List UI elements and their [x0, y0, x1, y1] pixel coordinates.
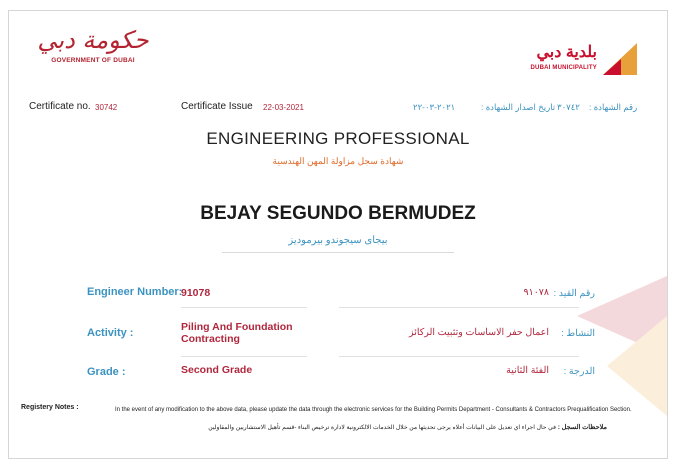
grade-row	[9, 364, 667, 388]
certificate-subtitle-arabic: شهادة سجل مزاولة المهن الهندسية	[272, 156, 404, 166]
dubai-municipality-logo	[503, 37, 643, 81]
grade-ar-value: الفئة الثانية	[506, 365, 549, 376]
activity-value: Piling And Foundation Contracting	[181, 321, 293, 345]
row-divider	[181, 307, 307, 308]
activity-ar-value: اعمال حفر الاساسات وتثبيت الركائز	[408, 327, 549, 338]
certificate-card	[8, 10, 668, 459]
engineer-number-ar-value: ٩١٠٧٨	[523, 287, 549, 298]
row-divider	[339, 307, 579, 308]
certificate-issue-label: Certificate Issue	[181, 101, 253, 112]
engineer-number-value: 91078	[181, 287, 211, 299]
name-divider	[222, 252, 454, 253]
grade-ar-label: الدرجة :	[563, 366, 595, 377]
holder-name-arabic: بيجاى سيجوندو بيرموديز	[288, 235, 388, 246]
registry-notes-english: In the event of any modification to the above data, please update the data through the electronic services for the Building Permits Department - Consultants & Contractors Prequalification Section.	[115, 407, 632, 413]
certificate-title: ENGINEERING PROFESSIONAL	[206, 129, 470, 148]
registry-notes-arabic	[208, 423, 607, 431]
government-of-dubai-logo	[33, 23, 153, 89]
certificate-issue-value: 22-03-2021	[263, 103, 304, 112]
registry-notes-label: Registery Notes :	[21, 404, 79, 411]
municipality-mark-icon	[599, 39, 641, 79]
certificate-info-row	[21, 101, 657, 117]
engineer-number-ar-label: رقم القيد :	[553, 288, 595, 299]
government-logo-arabic: حكومة دبي	[37, 26, 149, 54]
certificate-no-ar-value: ٣٠٧٤٢	[557, 102, 580, 112]
certificate-issue-ar-value: ٢٠٢١-٠٣-٢٢	[413, 102, 456, 112]
activity-ar-label: النشاط :	[561, 328, 595, 339]
municipality-logo-english: DUBAI MUNICIPALITY	[530, 65, 597, 71]
activity-label: Activity :	[87, 327, 134, 339]
activity-row	[9, 321, 667, 353]
row-divider	[181, 356, 307, 357]
engineer-number-label: Engineer Number:	[87, 286, 183, 298]
certificate-no-ar-label: رقم الشهادة :	[589, 102, 638, 112]
certificate-no-value: 30742	[95, 103, 118, 112]
certificate-issue-ar-label: تاريخ اصدار الشهادة :	[481, 102, 556, 112]
grade-label: Grade :	[87, 366, 126, 378]
row-divider	[339, 356, 579, 357]
holder-name: BEJAY SEGUNDO BERMUDEZ	[200, 203, 476, 224]
government-logo-english: GOVERNMENT OF DUBAI	[51, 57, 135, 64]
registry-notes-ar-text: في حال اجراء اي تعديل على البيانات أعلاه يرجى تحديثها من خلال الخدمات الالكترونية لادارة ترخيص البناء -قسم تأهيل الاستشاريين والمقاولين	[208, 425, 557, 431]
grade-value: Second Grade	[181, 364, 253, 376]
certificate-no-label: Certificate no.	[29, 101, 91, 112]
registry-notes-ar-label: ملاحظات السجل :	[557, 424, 607, 431]
municipality-logo-arabic: بلدية دبي	[536, 44, 597, 61]
